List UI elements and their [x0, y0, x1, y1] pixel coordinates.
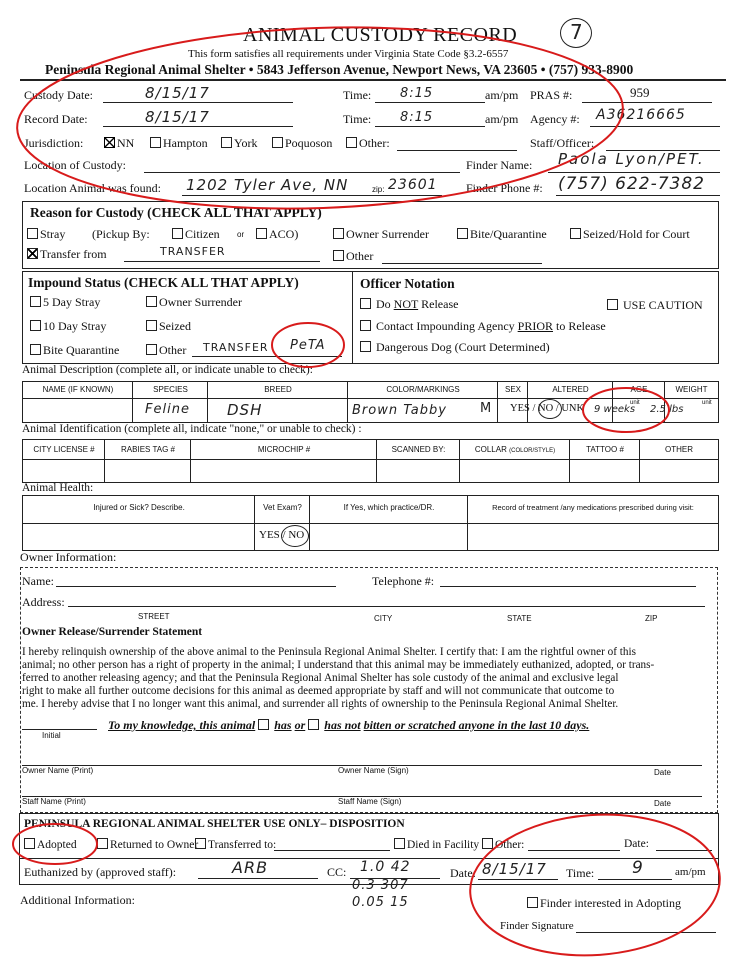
disp-returned-label: Returned to Owner: [110, 839, 199, 851]
col-name: [23, 382, 133, 422]
reason-bite-quarantine[interactable]: [457, 227, 547, 242]
finder-phone-value[interactable]: (757) 622-7382: [558, 174, 705, 194]
jurisdiction-nn-label: NN: [117, 136, 135, 150]
officer-title: Officer Notation: [360, 276, 455, 291]
address-street: STREET: [138, 612, 170, 621]
hdr-species: SPECIES: [153, 385, 188, 394]
transfer-from-value[interactable]: TRANSFER: [160, 245, 226, 258]
checkbox-icon: [394, 838, 405, 849]
additional-info-label: Additional Information:: [20, 893, 135, 907]
hdr-collar: [460, 445, 570, 454]
cc-value-2[interactable]: 0.3 307: [352, 878, 409, 893]
impound-other-label: Other: [159, 343, 187, 357]
col-city-license: [23, 440, 105, 482]
record-time-line: [375, 126, 485, 127]
checkbox-icon: [97, 838, 108, 849]
checkbox-icon: [221, 137, 232, 148]
record-ampm[interactable]: am/pm: [485, 112, 519, 126]
impound-seized[interactable]: [146, 319, 191, 334]
disp-returned[interactable]: [97, 838, 198, 851]
euth-staff-value[interactable]: ARB: [232, 858, 269, 877]
reason-seized-label: Seized/Hold for Court: [583, 227, 690, 241]
form-title: ANIMAL CUSTODY RECORD: [243, 24, 518, 46]
hdr-sex: SEX: [504, 385, 521, 394]
owner-sign-label: Owner Name (Sign): [338, 766, 409, 775]
impound-10day[interactable]: [30, 319, 106, 334]
jurisdiction-other-label: Other:: [359, 136, 390, 150]
has-checkbox-icon[interactable]: [258, 719, 269, 730]
checkbox-checked-icon: [27, 248, 38, 259]
dangerous-label: Dangerous Dog (Court Determined): [376, 340, 550, 354]
officer-use-caution[interactable]: [607, 298, 703, 313]
owner-name-label: Name:: [22, 574, 54, 588]
checkbox-icon: [527, 897, 538, 908]
jurisdiction-hampton-label: Hampton: [163, 136, 208, 150]
disp-died-label: Died in Facility: [407, 839, 480, 851]
hdr-microchip: MICROCHIP #: [257, 445, 311, 454]
reason-bite-label: Bite/Quarantine: [470, 227, 547, 241]
disp-other[interactable]: [482, 838, 524, 851]
release-text-2: animal; no other person has a right of property in the animal; I understand that this animal may be immediately euthanized, adopted, or trans-: [22, 659, 655, 671]
impound-owner-surrender[interactable]: [146, 295, 242, 310]
custody-date-line: [103, 102, 293, 103]
disp-transferred[interactable]: [195, 838, 276, 851]
has-not-checkbox-icon[interactable]: [308, 719, 319, 730]
hdr-age: AGE: [630, 385, 648, 394]
contact-b: PRIOR: [517, 319, 553, 333]
checkbox-icon: [30, 344, 41, 355]
checkbox-icon: [172, 228, 183, 239]
euth-time-value[interactable]: 9: [632, 858, 644, 878]
checkbox-icon: [570, 228, 581, 239]
animal-desc-label: Animal Description (complete all, or indicate unable to check):: [22, 364, 313, 376]
checkbox-icon: [146, 296, 157, 307]
finder-signature-line: [576, 932, 716, 933]
owner-print-label: Owner Name (Print): [22, 766, 94, 775]
reason-other[interactable]: [333, 249, 373, 264]
knowledge-b: bitten or scratched anyone in the last 10 days.: [363, 718, 590, 732]
officer-no-release[interactable]: [360, 297, 458, 312]
hdr-color: COLOR/MARKINGS: [386, 385, 460, 394]
custody-time-line: [375, 102, 485, 103]
checkbox-icon: [146, 344, 157, 355]
impound-other-value-2[interactable]: PeTA: [290, 338, 326, 353]
location-custody-label: Location of Custody:: [24, 158, 126, 172]
release-text-1: I hereby relinquish ownership of the above animal to the Peninsula Regional Animal Shelter. I certify that: I am the rightful owner of this: [22, 646, 636, 658]
hdr-tattoo: TATTOO #: [586, 445, 624, 454]
impound-divider: [352, 271, 353, 364]
jurisdiction-other-line: [397, 150, 517, 151]
checkbox-icon: [360, 320, 371, 331]
location-found-line: [182, 195, 442, 196]
hdr-practice: If Yes, which practice/DR.: [343, 503, 435, 512]
euth-date-label: Date:: [450, 866, 476, 880]
pras-line: [582, 102, 712, 103]
checkbox-icon: [272, 137, 283, 148]
jurisdiction-nn[interactable]: [104, 136, 134, 151]
cc-value-3[interactable]: 0.05 15: [352, 895, 409, 910]
col-rabies: [105, 440, 191, 482]
impound-bite-label: Bite Quarantine: [43, 343, 120, 357]
officer-dangerous[interactable]: [360, 340, 550, 355]
jurisdiction-label: Jurisdiction:: [24, 136, 84, 150]
location-found-label: Location Animal was found:: [24, 181, 161, 195]
col-other: [640, 440, 718, 482]
disp-other-label: Other:: [495, 839, 525, 851]
owner-info-label: Owner Information:: [20, 550, 117, 564]
knowledge-has-not: has not: [324, 718, 361, 732]
reason-citizen[interactable]: [172, 227, 220, 242]
finder-interested[interactable]: [527, 896, 681, 911]
jurisdiction-york[interactable]: [221, 136, 257, 151]
col-collar: [460, 440, 570, 482]
reason-other-line: [382, 263, 542, 264]
checkbox-icon: [24, 838, 35, 849]
hdr-vet: Vet Exam?: [263, 503, 302, 512]
hdr-weight: WEIGHT: [675, 385, 708, 394]
health-label: Animal Health:: [22, 482, 94, 494]
euth-time-label: Time:: [566, 866, 595, 880]
reason-aco[interactable]: [256, 227, 298, 242]
knowledge-or: or: [294, 718, 306, 732]
no-release-a: Do: [376, 297, 394, 311]
col-microchip: [191, 440, 377, 482]
jurisdiction-other[interactable]: [346, 136, 390, 151]
knowledge-statement: [108, 718, 589, 733]
checkbox-icon: [195, 838, 206, 849]
impound-other-line: [192, 356, 342, 357]
checkbox-icon: [607, 299, 618, 310]
agency-line: [590, 126, 720, 127]
release-text-3: ferred to another releasing agency; and that the Peninsula Regional Animal Shelter has sole custody of the animal and exclusive legal: [22, 672, 619, 684]
col-tattoo: [570, 440, 640, 482]
initial-line: [22, 729, 97, 730]
hdr-city-license: CITY LICENSE #: [33, 445, 95, 454]
custody-time-value[interactable]: 8:15: [400, 86, 434, 101]
checkbox-icon: [30, 320, 41, 331]
reason-transfer-from[interactable]: [27, 247, 107, 262]
finder-name-line: [548, 172, 720, 173]
disposition-title: PENINSULA REGIONAL ANIMAL SHELTER USE ONLY– DISPOSITION: [24, 818, 405, 830]
zip-value[interactable]: 23601: [388, 177, 438, 193]
reason-owner-surrender-label: Owner Surrender: [346, 227, 429, 241]
record-date-label: Record Date:: [24, 112, 88, 126]
col-injured: [23, 496, 255, 550]
cc-value-1[interactable]: 1.0 42: [360, 859, 411, 875]
contact-c: to Release: [553, 319, 606, 333]
owner-address-line: [68, 606, 705, 607]
hdr-treatment: Record of treatment /any medications prescribed during visit:: [492, 503, 694, 512]
custody-ampm[interactable]: am/pm: [485, 88, 519, 102]
impound-10day-label: 10 Day Stray: [43, 319, 107, 333]
record-date-value[interactable]: 8/15/17: [145, 108, 210, 126]
hdr-injured: Injured or Sick? Describe.: [93, 503, 185, 512]
hdr-breed: BREED: [264, 385, 292, 394]
jurisdiction-poquoson[interactable]: [272, 136, 332, 151]
reason-stray-label: Stray: [40, 227, 66, 241]
checkbox-icon: [256, 228, 267, 239]
reason-or: or: [237, 230, 245, 239]
euth-time-line: [598, 879, 672, 880]
checkbox-icon: [346, 137, 357, 148]
hdr-altered: ALTERED: [552, 385, 589, 394]
impound-other-value[interactable]: TRANSFER: [203, 341, 269, 354]
weight-value[interactable]: 2.5 lbs: [650, 404, 684, 415]
disp-adopted[interactable]: [24, 838, 77, 851]
euthanized-label: Euthanized by (approved staff):: [24, 865, 177, 879]
officer-contact[interactable]: [360, 319, 606, 334]
impound-other[interactable]: [146, 343, 186, 358]
page-mark-circle: [560, 18, 592, 48]
checkbox-icon: [146, 320, 157, 331]
location-found-value[interactable]: 1202 Tyler Ave, NN: [186, 176, 349, 194]
impound-title: Impound Status (CHECK ALL THAT APPLY): [28, 275, 299, 290]
hdr-rabies: RABIES TAG #: [121, 445, 175, 454]
checkbox-icon: [333, 228, 344, 239]
breed-value[interactable]: DSH: [227, 401, 263, 419]
shelter-address-line: Peninsula Regional Animal Shelter • 5843 Jefferson Avenue, Newport News, VA 23605 • (757) 933-8900: [45, 62, 634, 77]
agency-value[interactable]: A36216665: [596, 107, 686, 123]
pras-value[interactable]: 959: [630, 85, 650, 100]
staff-print-label: Staff Name (Print): [22, 797, 86, 806]
disp-date-label: Date:: [624, 838, 649, 850]
custody-time-label: Time:: [343, 88, 372, 102]
pras-label: PRAS #:: [530, 88, 573, 102]
disp-other-line: [528, 850, 620, 851]
vet-no-circle: [281, 525, 309, 547]
owner-date-label: Date: [654, 768, 671, 777]
col-scanned: [377, 440, 460, 482]
header-rule: [20, 79, 726, 81]
checkbox-icon: [457, 228, 468, 239]
health-table: [22, 495, 719, 551]
finder-phone-line: [556, 195, 720, 196]
checkbox-icon: [360, 341, 371, 352]
impound-5day[interactable]: [30, 295, 100, 310]
form-subtitle: This form satisfies all requirements under Virginia State Code §3.2-6557: [188, 48, 509, 60]
col-practice: [310, 496, 468, 550]
euth-date-line: [478, 879, 558, 880]
altered-options[interactable]: YES / NO / UNK: [510, 403, 585, 414]
finder-name-value[interactable]: Paola Lyon/PET.: [558, 150, 705, 168]
initial-label: Initial: [42, 731, 61, 740]
hdr-collar-text: COLLAR: [474, 445, 507, 454]
reason-aco-label: ACO): [269, 227, 299, 241]
knowledge-a: To my knowledge, this animal: [108, 718, 256, 732]
custody-date-value[interactable]: 8/15/17: [145, 84, 210, 102]
vet-yes-no[interactable]: YES / NO: [259, 529, 305, 541]
page-mark: 7: [570, 20, 584, 44]
impound-bite[interactable]: [30, 343, 119, 358]
owner-name-line: [56, 586, 336, 587]
reason-transfer-label: Transfer from: [40, 247, 107, 261]
euthanized-line: [198, 878, 318, 879]
transfer-from-line: [124, 261, 320, 262]
release-text-4: right to make all further outcome decisions for this animal as deemed appropriate by staff and will not communicate that outcome to: [22, 685, 615, 697]
owner-phone-label: Telephone #:: [372, 574, 435, 588]
checkbox-icon: [333, 250, 344, 261]
address-state: STATE: [507, 614, 532, 623]
finder-signature-label: Finder Signature: [500, 920, 574, 932]
finder-interested-label: Finder interested in Adopting: [540, 896, 681, 910]
finder-name-label: Finder Name:: [466, 158, 533, 172]
age-unit: unit: [630, 400, 640, 406]
disp-date-line: [656, 850, 712, 851]
jurisdiction-hampton[interactable]: [150, 136, 208, 151]
hdr-name: NAME (IF KNOWN): [42, 385, 114, 394]
record-time-value[interactable]: 8:15: [400, 110, 434, 125]
reason-title: Reason for Custody (CHECK ALL THAT APPLY): [30, 205, 322, 220]
checkbox-icon: [360, 298, 371, 309]
disp-died[interactable]: [394, 838, 479, 851]
record-date-line: [103, 126, 293, 127]
impound-5day-label: 5 Day Stray: [43, 295, 101, 309]
altered-no-circle: [538, 399, 562, 419]
disp-adopted-label: Adopted: [37, 839, 77, 851]
checkbox-icon: [482, 838, 493, 849]
checkbox-icon: [150, 137, 161, 148]
reason-seized-hold[interactable]: [570, 227, 690, 242]
impound-seized-label: Seized: [159, 319, 191, 333]
jurisdiction-york-label: York: [234, 136, 258, 150]
zip-label: zip:: [372, 185, 385, 194]
address-zip: ZIP: [645, 614, 658, 623]
reason-pickup-by: (Pickup By:: [92, 227, 150, 241]
reason-citizen-label: Citizen: [185, 227, 220, 241]
hdr-other: OTHER: [665, 445, 693, 454]
agency-label: Agency #:: [530, 112, 580, 126]
finder-phone-label: Finder Phone #:: [466, 181, 543, 195]
owner-address-label: Address:: [22, 595, 65, 609]
release-title: Owner Release/Surrender Statement: [22, 626, 203, 638]
knowledge-has: has: [274, 718, 292, 732]
address-city: CITY: [374, 614, 393, 623]
location-custody-line: [144, 172, 460, 173]
staff-officer-label: Staff/Officer:: [530, 136, 595, 150]
reason-stray[interactable]: [27, 227, 65, 242]
weight-unit: unit: [702, 400, 712, 406]
staff-sign-label: Staff Name (Sign): [338, 797, 402, 806]
reason-owner-surrender[interactable]: [333, 227, 429, 242]
record-time-label: Time:: [343, 112, 372, 126]
custody-date-label: Custody Date:: [24, 88, 93, 102]
transferred-line: [274, 850, 390, 851]
no-release-b: NOT: [393, 297, 419, 311]
animal-id-table: [22, 439, 719, 483]
no-release-c: Release: [418, 297, 459, 311]
checkbox-icon: [27, 228, 38, 239]
checkbox-icon: [30, 296, 41, 307]
euth-ampm[interactable]: am/pm: [675, 866, 706, 878]
contact-a: Contact Impounding Agency: [376, 319, 518, 333]
col-treatment: [468, 496, 718, 550]
sex-value[interactable]: M: [480, 401, 493, 416]
reason-other-label: Other: [346, 249, 374, 263]
checkbox-icon: [104, 137, 115, 148]
impound-owner-label: Owner Surrender: [159, 295, 242, 309]
color-value[interactable]: Brown Tabby: [352, 403, 447, 418]
hdr-collar-style: (COLOR/STYLE): [509, 448, 556, 454]
staff-date-label: Date: [654, 799, 671, 808]
hdr-scanned: SCANNED BY:: [391, 445, 446, 454]
owner-phone-line: [440, 586, 696, 587]
euth-date-value[interactable]: 8/15/17: [482, 860, 547, 878]
cc-label: CC:: [327, 865, 347, 879]
animal-id-label: Animal Identification (complete all, indicate "none," or unable to check) :: [22, 423, 362, 435]
jurisdiction-poquoson-label: Poquoson: [285, 136, 333, 150]
species-value[interactable]: Feline: [145, 402, 190, 417]
disp-transferred-label: Transferred to:: [208, 839, 277, 851]
release-text-5: me. I hereby advise that I no longer want this animal, and surrender all rights of ownership to the Peninsula Regional Animal Shelter.: [22, 698, 619, 710]
use-caution-label: USE CAUTION: [623, 298, 703, 312]
col-sex: [498, 382, 528, 422]
age-value[interactable]: 9 weeks: [594, 404, 636, 415]
